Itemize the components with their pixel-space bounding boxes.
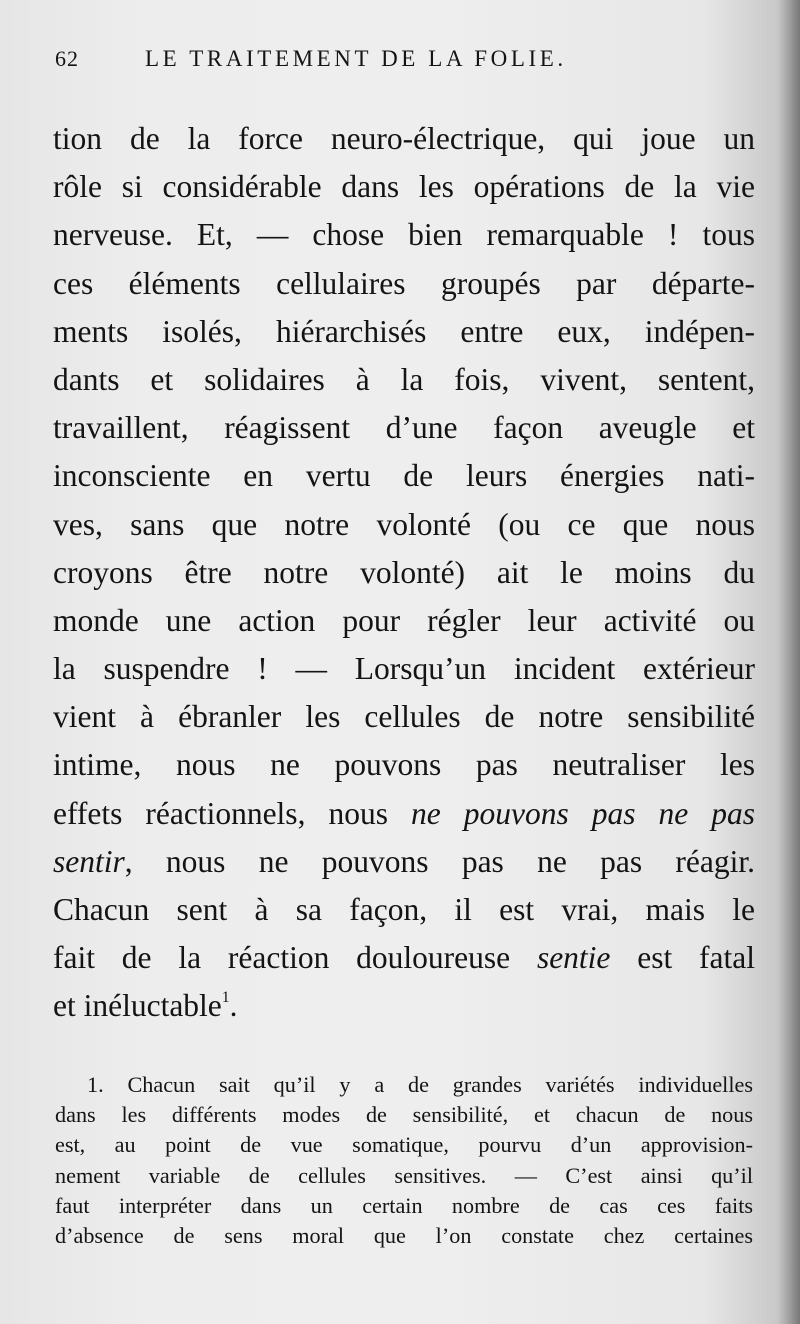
paragraph-last-line	[53, 982, 755, 1030]
footnote-line: nement variable de cellules sensitives. — C’est ainsi qu’il	[55, 1162, 753, 1188]
page-edge-shadow	[778, 0, 800, 1324]
italic-emphasis: sentie	[536, 940, 611, 976]
running-header	[55, 46, 675, 80]
text-line-with-italic	[53, 838, 755, 886]
text-segment: effets réactionnels, nous	[53, 795, 411, 831]
main-text-block	[53, 115, 755, 1031]
text-line: monde une action pour régler leur activité ou	[53, 602, 755, 638]
italic-emphasis: ne pouvons pas ne pas	[410, 795, 755, 831]
footnote-line: 1. Chacun sait qu’il y a de grandes variétés individuelles	[87, 1072, 753, 1097]
text-segment: , nous ne pouvons pas ne pas réagir.	[124, 843, 755, 879]
text-segment: fait de la réaction douloureuse	[53, 940, 537, 976]
text-line: ves, sans que notre volonté (ou ce que nous	[53, 506, 755, 542]
text-line: vient à ébranler les cellules de notre sensibilité	[53, 699, 755, 735]
text-segment: est fatal	[610, 940, 756, 976]
text-line: Chacun sent à sa façon, il est vrai, mais le	[53, 892, 755, 927]
text-line: nerveuse. Et, — chose bien remarquable ! tous	[53, 217, 755, 253]
text-line: la suspendre ! — Lorsqu’un incident extérieur	[53, 651, 755, 687]
footnote-block	[55, 1070, 753, 1251]
footnote-line: faut interpréter dans un certain nombre de cas ces faits	[55, 1192, 753, 1218]
text-segment: et inéluctable	[53, 988, 222, 1024]
text-line: ces éléments cellulaires groupés par départe-	[53, 265, 755, 301]
footnote-line: d’absence de sens moral que l’on constate chez certaines	[55, 1222, 753, 1248]
footnote-reference: 1	[221, 989, 230, 1007]
text-line: dants et solidaires à la fois, vivent, sentent,	[53, 361, 755, 397]
text-line: intime, nous ne pouvons pas neutraliser les	[53, 747, 755, 783]
text-line: tion de la force neuro-électrique, qui joue un	[53, 121, 755, 156]
text-segment: .	[229, 988, 238, 1024]
running-title: LE TRAITEMENT DE LA FOLIE.	[145, 46, 567, 71]
text-line: inconsciente en vertu de leurs énergies nati-	[53, 458, 755, 494]
text-line-with-italic	[53, 934, 755, 982]
footnote-line: est, au point de vue somatique, pourvu d’un approvision-	[55, 1132, 753, 1158]
page-number: 62	[55, 46, 79, 71]
text-line-with-italic	[53, 790, 755, 838]
italic-emphasis: sentir	[53, 843, 125, 879]
text-line: travaillent, réagissent d’une façon aveugle et	[53, 410, 755, 446]
footnote-line: dans les différents modes de sensibilité, et chacun de nous	[55, 1102, 753, 1128]
text-line: ments isolés, hiérarchisés entre eux, indépen-	[53, 313, 755, 349]
text-line: rôle si considérable dans les opérations de la vie	[53, 169, 755, 205]
text-line: croyons être notre volonté) ait le moins du	[53, 554, 755, 590]
